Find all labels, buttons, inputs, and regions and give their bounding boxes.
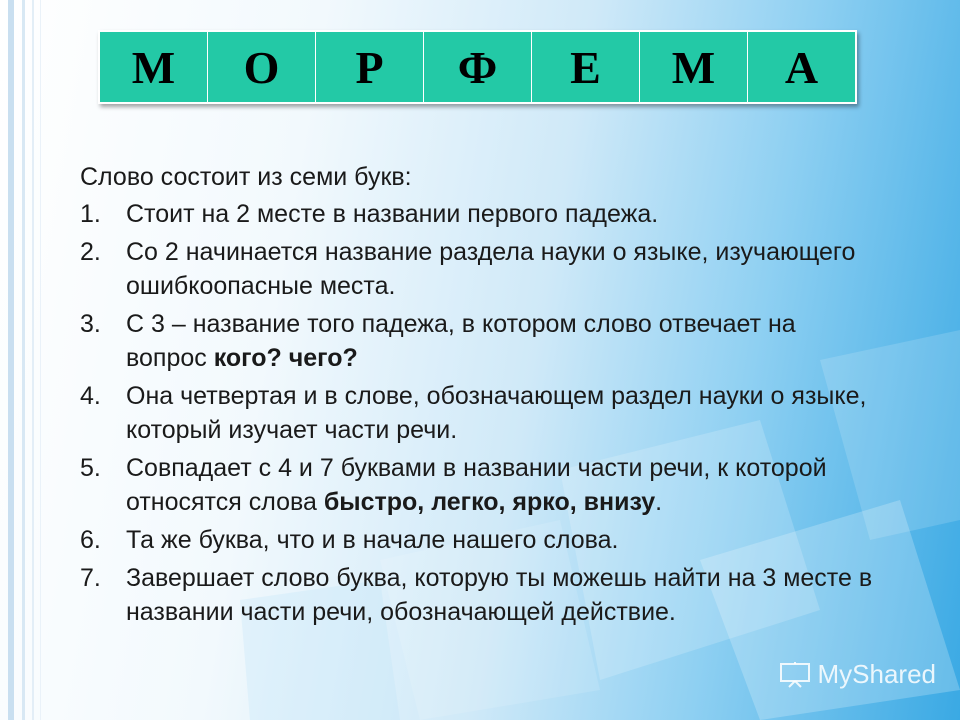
item-text-part: С 3 – название того падежа, в котором слово отвечает на вопрос [126, 310, 796, 372]
letter-cell: М [100, 32, 208, 102]
item-bold-part: быстро, легко, ярко, внизу [323, 488, 656, 516]
letter-cell: Е [532, 32, 640, 102]
item-number: 2. [80, 238, 101, 266]
list-item [80, 307, 880, 375]
item-text-part: Со 2 начинается название раздела науки о языке, изучающего ошибкоопасные места. [126, 238, 856, 300]
item-number: 7. [80, 564, 101, 592]
letter-cell: Ф [424, 32, 532, 102]
presentation-icon [778, 662, 812, 688]
watermark-text: MyShared [817, 659, 936, 689]
item-text [126, 451, 880, 519]
item-text-part: Она четвертая и в слове, обозначающем раздел науки о языке, который изучает части речи. [126, 382, 867, 444]
clues-text [80, 160, 880, 633]
item-number: 4. [80, 382, 101, 410]
item-text-part: Та же буква, что и в начале нашего слова. [126, 526, 619, 554]
item-text-part: Совпадает с 4 и 7 буквами в названии части речи, к которой относятся слова [126, 454, 827, 516]
item-text [126, 307, 880, 375]
item-text [126, 379, 880, 447]
item-bold-part: кого? чего? [213, 344, 358, 372]
word-grid [98, 30, 857, 104]
watermark [778, 659, 937, 690]
item-number: 1. [80, 200, 101, 228]
item-number: 6. [80, 526, 101, 554]
clues-list [80, 197, 880, 629]
item-text [126, 197, 880, 231]
item-text [126, 235, 880, 303]
list-item [80, 379, 880, 447]
letter-cell: М [640, 32, 748, 102]
list-item [80, 451, 880, 519]
intro-text: Слово состоит из семи букв: [80, 163, 412, 191]
letter-cell: А [748, 32, 855, 102]
item-text-part: Стоит на 2 месте в названии первого падежа. [126, 200, 659, 228]
item-text-part: Завершает слово буква, которую ты можешь найти на 3 месте в названии части речи, обозначающей действие. [126, 564, 873, 626]
list-item [80, 561, 880, 629]
letter-cell: Р [316, 32, 424, 102]
item-text-part: . [655, 488, 663, 516]
item-text [126, 561, 880, 629]
letter-cell: О [208, 32, 316, 102]
item-number: 3. [80, 310, 101, 338]
item-text [126, 523, 880, 557]
list-item [80, 523, 880, 557]
left-stripes-decoration [0, 0, 60, 720]
list-item [80, 235, 880, 303]
list-item [80, 197, 880, 231]
item-number: 5. [80, 454, 101, 482]
